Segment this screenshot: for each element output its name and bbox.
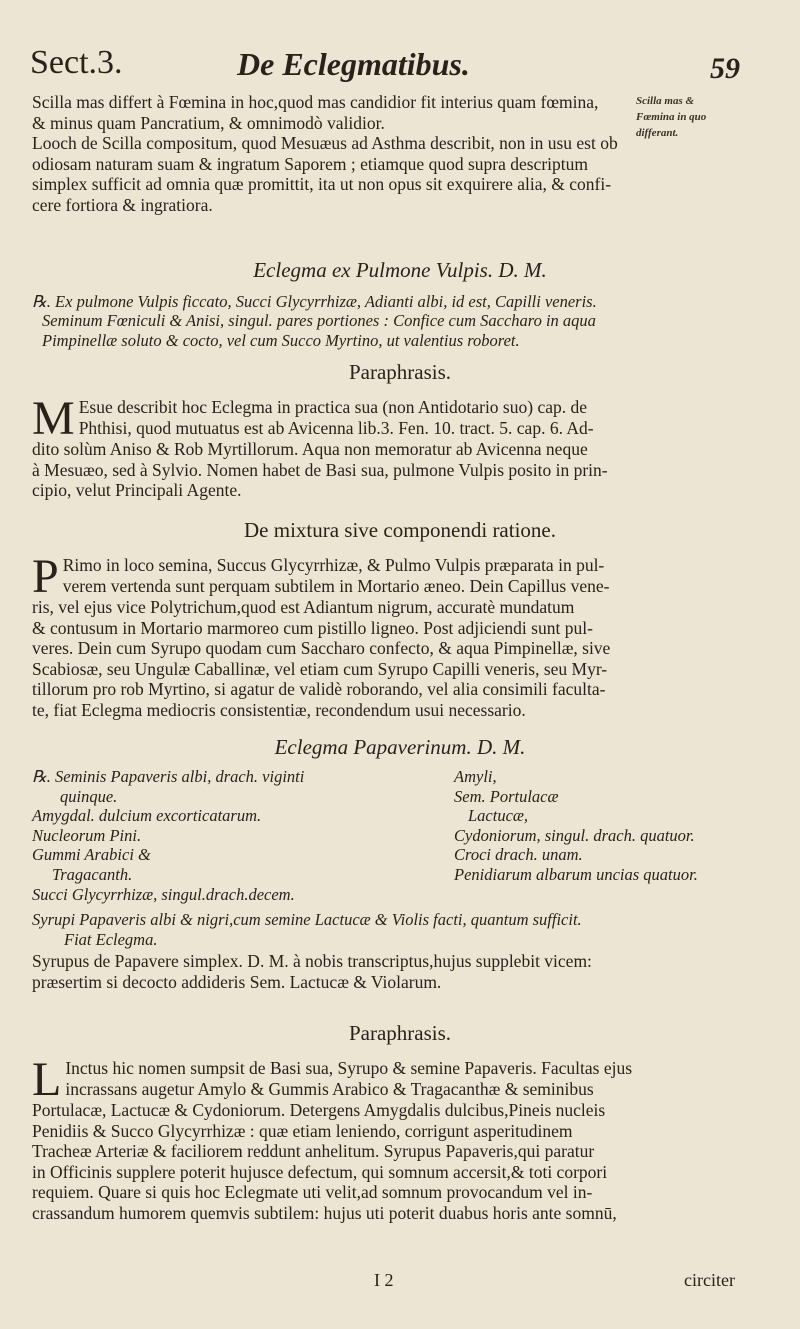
- catchword: circiter: [684, 1270, 735, 1290]
- margin-note-line: differant.: [636, 127, 679, 139]
- mixtura-paragraph: [32, 550, 762, 721]
- page-title: De Eclegmatibus.: [237, 46, 470, 82]
- page-number: 59: [710, 52, 740, 85]
- recipe-line: ℞. Ex pulmone Vulpis ficcato, Succi Glycyrrhizæ, Adianti albi, id est, Capilli veneris.: [32, 292, 597, 311]
- margin-note: [636, 93, 706, 141]
- text-line: Rimo in loco semina, Succus Glycyrrhizæ, & Pulmo Vulpis præparata in pul-: [62, 555, 605, 575]
- text-line: dito solùm Aniso & Rob Myrtillorum. Aqua non memoratur ab Avicenna neque: [32, 439, 588, 459]
- drop-cap: P: [32, 550, 59, 603]
- recipe-line: Nucleorum Pini.: [32, 825, 142, 845]
- text-line: tillorum pro rob Myrtino, si agatur de validè roborando, vel alia consimili faculta-: [32, 679, 606, 700]
- recipe-line: Fiat Eclegma.: [64, 929, 158, 949]
- heading-eclegma-papaverinum: Eclegma Papaverinum. D. M.: [274, 735, 526, 759]
- heading-eclegma-pulmone: Eclegma ex Pulmone Vulpis. D. M.: [253, 258, 547, 282]
- heading-paraphrasis: Paraphrasis.: [348, 360, 452, 384]
- text-line: Portulacæ, Lactucæ & Cydoniorum. Detergens Amygdalis dulcibus,Pineis nucleis: [32, 1100, 606, 1120]
- syrupus-paragraph: [32, 951, 592, 992]
- text-line: simplex sufficit ad omnia quæ promittit, ita ut non opus sit exquirere alia, & confi-: [32, 174, 612, 195]
- text-line: cipio, velut Principali Agente.: [32, 480, 242, 501]
- text-line: crassandum humorem quemvis subtilem: hujus uti poterit duabus horis ante somnū,: [32, 1202, 617, 1223]
- paraphrasis-pulmone: [32, 392, 762, 501]
- text-line: præsertim si decocto addideris Sem. Lactucæ & Violarum.: [32, 971, 442, 992]
- heading-paraphrasis: Paraphrasis.: [348, 1021, 452, 1045]
- text-line: odiosam naturam suam & ingratum Saporem ; etiamque quod supra descriptum: [32, 153, 588, 174]
- signature-mark: I 2: [374, 1270, 394, 1290]
- recipe-line: quinque.: [60, 786, 118, 806]
- text-line: Syrupus de Papavere simplex. D. M. à nobis transcriptus,hujus supplebit vicem:: [32, 951, 592, 971]
- recipe-line: Succi Glycyrrhizæ, singul.drach.decem.: [32, 884, 295, 904]
- recipe-line: Pimpinellæ soluto & cocto, vel cum Succo Myrtino, ut valentius roboret.: [42, 330, 520, 350]
- recipe-line: Syrupi Papaveris albi & nigri,cum semine Lactucæ & Violis facti, quantum sufficit.: [32, 910, 582, 929]
- text-line: Scilla mas differt à Fœmina in hoc,quod mas candidior fit interius quam fœmina,: [32, 92, 599, 112]
- recipe-line: Lactucæ,: [468, 806, 529, 826]
- margin-note-line: Scilla mas &: [636, 95, 695, 107]
- text-line: & contusum in Mortario marmoreo cum pistillo ligneo. Post adjiciendi sunt pul-: [32, 617, 593, 638]
- recipe-line: Amyli,: [454, 767, 497, 786]
- text-line: cere fortiora & ingratiora.: [32, 194, 213, 215]
- recipe-line: ℞. Seminis Papaveris albi, drach. viginti: [32, 767, 305, 786]
- scilla-paragraph: [32, 92, 618, 216]
- recipe-papaverinum-left: [32, 767, 304, 904]
- margin-note-line: Fœmina in quo: [636, 111, 707, 123]
- text-line: verem vertenda sunt perquam subtilem in Mortario æneo. Dein Capillus vene-: [62, 575, 610, 596]
- recipe-line: Penidiarum albarum uncias quatuor.: [454, 864, 698, 884]
- recipe-line: Gummi Arabici &: [32, 845, 151, 865]
- recipe-line: Cydoniorum, singul. drach. quatuor.: [454, 825, 695, 845]
- drop-cap: L: [32, 1053, 62, 1106]
- drop-cap: M: [32, 392, 75, 445]
- text-line: Penidiis & Succo Glycyrrhizæ : quæ etiam leniendo, corrigunt asperitudinem: [32, 1120, 573, 1141]
- heading-mixtura: De mixtura sive componendi ratione.: [244, 518, 556, 542]
- text-line: à Mesuæo, sed à Sylvio. Nomen habet de Basi sua, pulmone Vulpis posito in prin-: [32, 459, 608, 480]
- recipe-papaverinum-right: [454, 767, 698, 885]
- text-line: & minus quam Pancratium, & omnimodò validior.: [32, 112, 385, 133]
- text-line: ris, vel ejus vice Polytrichum,quod est Adiantum nigrum, accuratè mundatum: [32, 597, 575, 617]
- text-line: in Officinis supplere poterit hujusce defectum, qui somnum accersit,& toti corpori: [32, 1161, 608, 1182]
- text-line: incrassans augetur Amylo & Gummis Arabico & Tragacanthæ & seminibus: [65, 1078, 594, 1099]
- text-line: Esue describit hoc Eclegma in practica sua (non Antidotario suo) cap. de: [78, 397, 587, 417]
- paraphrasis-papaverinum: [32, 1053, 762, 1224]
- text-line: Looch de Scilla compositum, quod Mesuæus ad Asthma describit, non in usu est ob: [32, 133, 618, 154]
- text-line: requiem. Quare si quis hoc Eclegmate uti velit,ad somnum provocandum vel in-: [32, 1182, 593, 1203]
- recipe-papaverinum-tail: [32, 910, 582, 949]
- recipe-line: Sem. Portulacæ: [454, 786, 559, 806]
- text-line: Phthisi, quod mutuatus est ab Avicenna lib.3. Fen. 10. tract. 5. cap. 6. Ad-: [78, 417, 594, 438]
- recipe-line: Seminum Fœniculi & Anisi, singul. pares portiones : Confice cum Saccharo in aqua: [42, 311, 596, 331]
- recipe-line: Amygdal. dulcium excorticatarum.: [32, 806, 262, 826]
- text-line: Inctus hic nomen sumpsit de Basi sua, Syrupo & semine Papaveris. Facultas ejus: [65, 1058, 633, 1078]
- text-line: Scabiosæ, seu Ungulæ Caballinæ, vel etiam cum Syrupo Capilli veneris, seu Myr-: [32, 658, 608, 679]
- text-line: veres. Dein cum Syrupo quodam cum Saccharo confecto, & aqua Pimpinellæ, sive: [32, 638, 611, 659]
- text-line: Tracheæ Arteriæ & faciliorem reddunt anhelitum. Syrupus Papaveris,qui paratur: [32, 1141, 595, 1162]
- recipe-line: Tragacanth.: [52, 864, 133, 884]
- text-line: te, fiat Eclegma mediocris consistentiæ, recondendum usui necessario.: [32, 699, 526, 720]
- recipe-line: Croci drach. unam.: [454, 845, 583, 865]
- section-label: Sect.3.: [30, 44, 123, 81]
- running-head: [30, 44, 740, 85]
- recipe-pulmone: [32, 292, 597, 350]
